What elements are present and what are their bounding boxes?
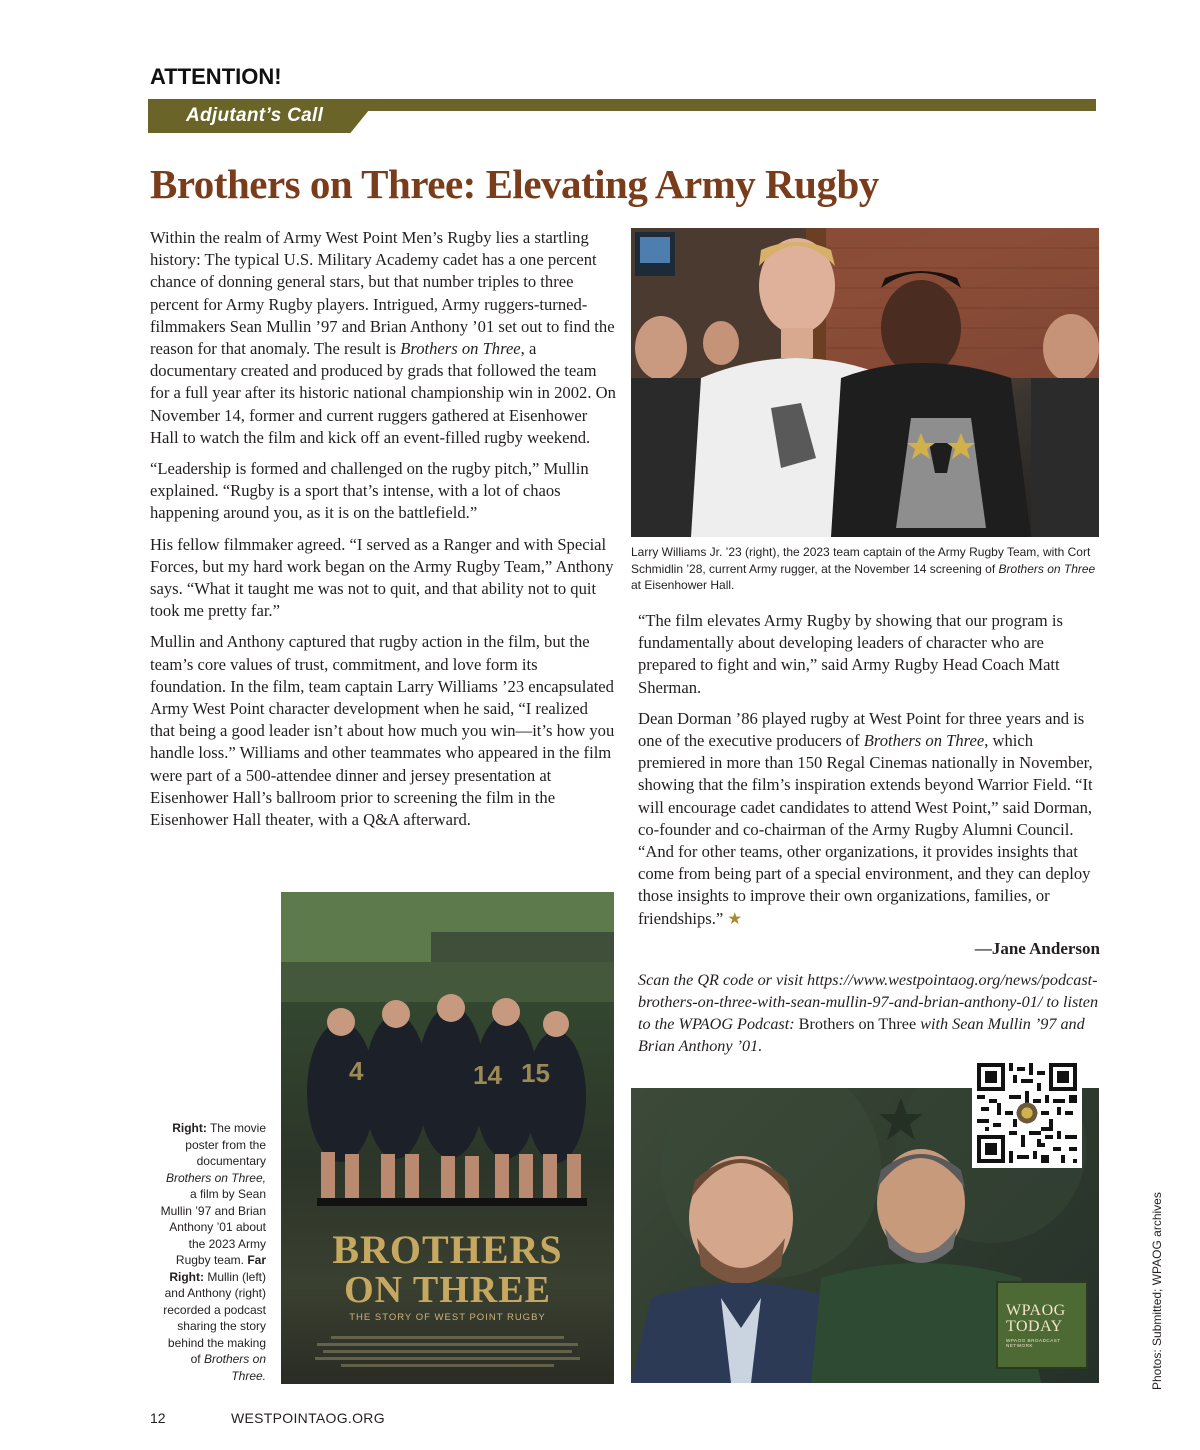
qr-code-icon	[977, 1063, 1077, 1163]
podcast-note: Scan the QR code or visit https://www.westpointaog.org/news/podcast-brothers-on-three-with-sean-mullin-97-and-brian-anthony-01/ to listen to the WPAOG Podcast: Brothers on Three with Sean Mullin ’97 and Brian Anthony ’01.	[638, 970, 1099, 1056]
wpaog-today-badge: WPAOG TODAY WPAOG BROADCAST NETWORK	[996, 1281, 1088, 1369]
article-column-left	[150, 227, 616, 840]
section-label: ATTENTION!	[150, 64, 282, 89]
poster-title: BROTHERS ON THREE	[332, 1227, 563, 1311]
team-captain-photo-illustration	[631, 228, 1099, 537]
footer-site-link[interactable]: WESTPOINTAOG.ORG	[231, 1410, 385, 1426]
article-paragraph: Within the realm of Army West Point Men’s Rugby lies a startling history: The typical U.S. Military Academy cadet has a one percent chance of donning general stars, but that number triples to three percent for Army Rugby players. Intrigued, Army ruggers-turned-filmmakers Sean Mullin ’97 and Brian Anthony ’01 set out to find the reason for that anomaly. The result is Brothers on Three, a documentary created and produced by grads that followed the team for a full year after its historic national championship win in 2002. On November 14, former and current ruggers gathered at Eisenhower Hall to watch the film and kick off an event-filled rugby weekend.	[150, 228, 616, 447]
jersey-number: 15	[521, 1058, 550, 1088]
photo-credit: Photos: Submitted; WPAOG archives	[1150, 1192, 1164, 1390]
end-mark-star-icon: ★	[727, 908, 743, 928]
byline: —Jane Anderson	[974, 938, 1100, 958]
jersey-number: 4	[349, 1056, 364, 1086]
article-paragraph: Dean Dorman ’86 played rugby at West Point for three years and is one of the executive producers of Brothers on Three, which premiered in more than 150 Regal Cinemas nationally in November, showing that the film’s inspiration extends beyond Warrior Field. “It will encourage cadet candidates to attend West Point,” said Dorman, co-founder and co-chairman of the Army Rugby Alumni Council. “And for other teams, other organizations, it provides insights that come from being part of a special environment, and they can deploy those insights to improve their own organizations, families, or friendships.” ★	[638, 708, 1093, 928]
qr-code[interactable]	[972, 1058, 1082, 1168]
movie-poster	[281, 892, 614, 1384]
photo-caption: Larry Williams Jr. ’23 (right), the 2023 team captain of the Army Rugby Team, with Cort Schmidlin ’28, current Army rugger, at the November 14 screening of Brothers on Three at Eisenhower Hall.	[631, 545, 1096, 592]
team-captain-photo	[631, 228, 1099, 537]
film-title: Brothers on Three	[400, 339, 521, 359]
section-band	[148, 99, 1096, 133]
column-title: Adjutant’s Call	[186, 105, 324, 126]
page-number: 12	[150, 1410, 166, 1426]
jersey-number: 14	[473, 1060, 502, 1090]
poster-credits-block	[311, 1334, 584, 1377]
poster-credits-illustration	[311, 1334, 584, 1374]
article-headline: Brothers on Three: Elevating Army Rugby	[150, 161, 879, 207]
article-paragraph: “Leadership is formed and challenged on the rugby pitch,” Mullin explained. “Rugby is a sport that’s intense, with a lot of chaos happening around you, as it is on the battlefield.”	[150, 459, 589, 523]
article-paragraph: “The film elevates Army Rugby by showing that our program is fundamentally about developing leaders of character who are prepared to fight and win,” said Army Rugby Head Coach Matt Sherman.	[638, 611, 1063, 697]
article-column-right	[638, 610, 1100, 1058]
side-caption: Right: The movie poster from the documentary Brothers on Three, a film by Sean Mullin ’97 and Brian Anthony ’01 about the 2023 Army Rugby team. Far Right: Mullin (left) and Anthony (right) recorded a podcast sharing the story behind the making of Brothers on Three.	[160, 1121, 266, 1383]
article-paragraph: Mullin and Anthony captured that rugby action in the film, but the team’s core values of trust, commitment, and love form its foundation. In the film, team captain Larry Williams ’23 encapsulated Army West Point character development when he said, “I realized that being a good leader isn’t about how much you win—it’s how you handle loss.” Williams and other teammates who appeared in the film were part of a 500-attendee dinner and jersey presentation at Eisenhower Hall’s ballroom prior to screening the film in the Eisenhower Hall theater, with a Q&A afterward.	[150, 632, 615, 830]
poster-subtitle: THE STORY OF WEST POINT RUGBY	[349, 1312, 546, 1323]
article-paragraph: His fellow filmmaker agreed. “I served as a Ranger and with Special Forces, but my hard work began on the Army Rugby Team,” Anthony says. “What it taught me was not to quit, and that ability not to quit took me pretty far.”	[150, 534, 614, 621]
film-title: Brothers on Three	[863, 731, 985, 751]
